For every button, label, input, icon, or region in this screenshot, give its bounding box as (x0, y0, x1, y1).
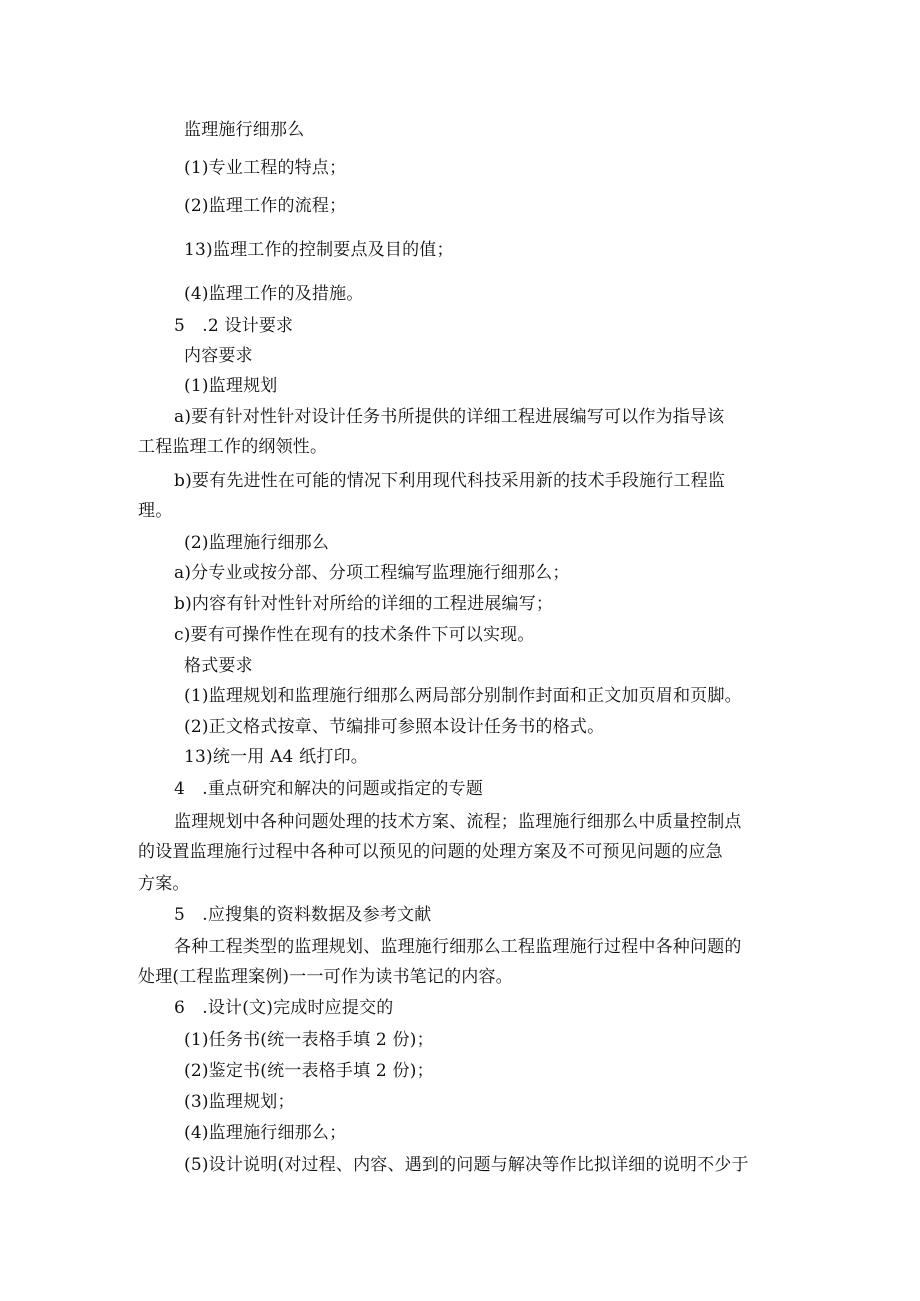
text-line: (2)监理工作的流程； (184, 196, 347, 216)
section-heading: 4 .重点研究和解决的问题或指定的专题 (174, 779, 484, 799)
section-heading: 5 .2 设计要求 (174, 316, 294, 336)
text-line: 理。 (138, 501, 173, 521)
text-line: 各种工程类型的监理规划、监理施行细那么工程监理施行过程中各种问题的 (174, 937, 742, 957)
text-line: 工程监理工作的纲领性。 (138, 437, 328, 457)
section-heading: 6 .设计(文)完成时应提交的 (174, 998, 394, 1018)
list-item: (5)设计说明(对过程、内容、遇到的问题与解决等作比拟详细的说明不少于 (184, 1155, 749, 1175)
text-line: a)要有针对性针对设计任务书所提供的详细工程进展编写可以作为指导该 (174, 407, 725, 427)
text-line: (1)监理规划和监理施行细那么两局部分别制作封面和正文加页眉和页脚。 (184, 686, 742, 706)
text-line: 的设置监理施行过程中各种可以预见的问题的处理方案及不可预见问题的应急 (138, 842, 723, 862)
list-item: (2)鉴定书(统一表格手填 2 份)； (184, 1061, 434, 1081)
text-line: 监理施行细那么 (184, 120, 305, 140)
subsection-heading: 内容要求 (184, 346, 253, 366)
text-line: (4)监理工作的及措施。 (184, 284, 364, 304)
text-line: b)要有先进性在可能的情况下利用现代科技采用新的技术手段施行工程监 (174, 471, 726, 491)
text-line: (1)专业工程的特点； (184, 158, 347, 178)
text-line: (1)监理规划 (184, 376, 278, 396)
section-heading: 5 .应搜集的资料数据及参考文献 (174, 905, 432, 925)
text-line: b)内容有针对性针对所给的详细的工程进展编写； (174, 594, 554, 614)
list-item: (1)任务书(统一表格手填 2 份)； (184, 1030, 434, 1050)
text-line: (2)监理施行细那么 (184, 533, 330, 553)
text-line: (2)正文格式按章、节编排可参照本设计任务书的格式。 (184, 717, 605, 737)
subsection-heading: 格式要求 (184, 656, 253, 676)
text-line: 监理规划中各种问题处理的技术方案、流程；监理施行细那么中质量控制点 (174, 812, 742, 832)
text-line: a)分专业或按分部、分项工程编写监理施行细那么； (174, 563, 570, 583)
text-line: 方案。 (138, 874, 190, 894)
text-line: 13)监理工作的控制要点及目的值； (184, 240, 454, 260)
list-item: (4)监理施行细那么； (184, 1123, 347, 1143)
text-line: 处理(工程监理案例)一一可作为读书笔记的内容。 (138, 967, 513, 987)
text-line: c)要有可操作性在现有的技术条件下可以实现。 (174, 625, 535, 645)
text-line: 13)统一用 A4 纸打印。 (184, 747, 368, 767)
list-item: (3)监理规划； (184, 1092, 295, 1112)
